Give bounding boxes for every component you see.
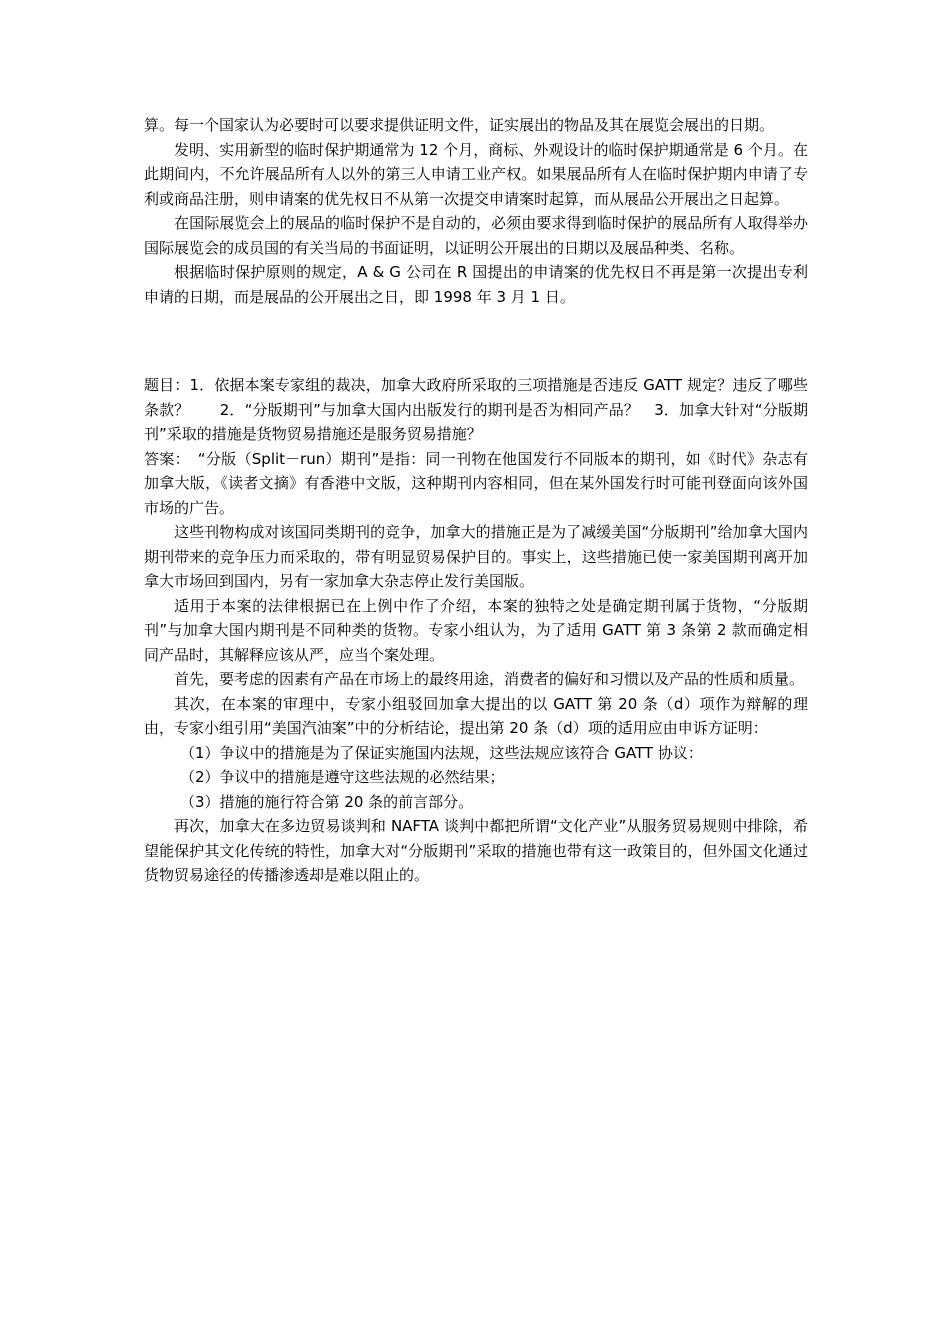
paragraph-first-factor: 首先，要考虑的因素有产品在市场上的最终用途，消费者的偏好和习惯以及产品的性质和质量。 (174, 670, 805, 688)
paragraph-exhibition-protection: 在国际展览会上的展品的临时保护不是自动的，必须由要求得到临时保护的展品所有人取得举办国际展览会的成员国的有关当局的书面证明，以证明公开展出的日期以及展品种类、名称。 (144, 214, 808, 257)
question-text: 题目：1．依据本案专家组的裁决，加拿大政府所采取的三项措施是否违反 GATT 规定？违反了哪些条款？ 2．“分版期刊”与加拿大国内出版发行的期刊是否为相同产品？ 3．加拿大针对“分版期刊”采取的措施是货物贸易措施还是服务贸易措施？ (144, 376, 808, 443)
paragraph-closing: 再次，加拿大在多边贸易谈判和 NAFTA 谈判中都把所谓“文化产业”从服务贸易规则中排除，希望能保护其文化传统的特性，加拿大对“分版期刊”采取的措施也带有这一政策目的，但外国文化通过货物贸易途径的传播渗透却是难以阻止的。 (144, 817, 808, 884)
paragraph-second-factor: 其次，在本案的审理中，专家小组驳回加拿大提出的以 GATT 第 20 条（d）项作为辩解的理由，专家小组引用“美国汽油案”中的分析结论，提出第 20 条（d）项的适用应由申诉方证明： (144, 694, 808, 737)
paragraph-priority-date: 根据临时保护原则的规定，A & G 公司在 R 国提出的申请案的优先权日不再是第一次提出专利申请的日期，而是展品的公开展出之日，即 1998 年 3 月 1 日。 (144, 263, 808, 306)
answer-text: 答案： “分版（Split－run）期刊”是指：同一刊物在他国发行不同版本的期刊，如《时代》杂志有加拿大版，《读者文摘》有香港中文版，这种期刊内容相同，但在某外国发行时可能刊登面向该外国市场的广告。 (144, 449, 808, 517)
list-item: （2）争议中的措施是遵守这些法规的必然结果； (180, 768, 505, 786)
paragraph-continuation: 算。每一个国家认为必要时可以要求提供证明文件，证实展出的物品及其在展览会展出的日期。 (144, 116, 775, 134)
document-page (144, 113, 808, 888)
paragraph-protection-period: 发明、实用新型的临时保护期通常为 12 个月，商标、外观设计的临时保护期通常是 6 个月。在此期间内，不允许展品所有人以外的第三人申请工业产权。如果展品所有人在临时保护期内申请了专利或商品注册，则申请案的优先权日不从第一次提交申请案时起算，而从展品公开展出之日起算。 (144, 140, 808, 208)
paragraph-competition: 这些刊物构成对该国同类期刊的竞争，加拿大的措施正是为了减缓美国“分版期刊”给加拿大国内期刊带来的竞争压力而采取的，带有明显贸易保护目的。事实上，这些措施已使一家美国期刊离开加拿大市场回到国内，另有一家加拿大杂志停止发行美国版。 (144, 523, 808, 590)
section-gap (144, 309, 808, 373)
list-item: （1）争议中的措施是为了保证实施国内法规，这些法规应该符合 GATT 协议： (180, 743, 703, 762)
list-item: （3）措施的施行符合第 20 条的前言部分。 (180, 792, 474, 811)
paragraph-legal-basis: 适用于本案的法律根据已在上例中作了介绍，本案的独特之处是确定期刊属于货物，“分版期刊”与加拿大国内期刊是不同种类的货物。专家小组认为，为了适用 GATT 第 3 条第 2 款而确定相同产品时，其解释应该从严，应当个案处理。 (144, 596, 808, 664)
